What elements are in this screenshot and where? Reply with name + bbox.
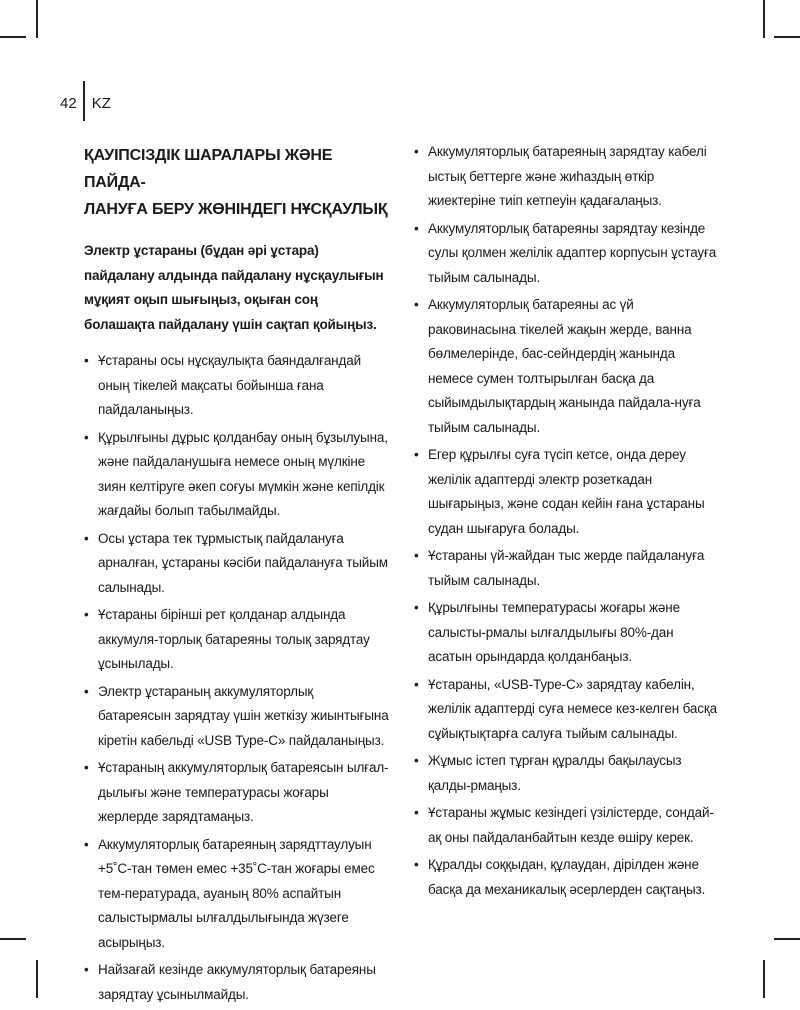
list-item-text: Аккумуляторлық батареяны зарядтау кезінде сулы қолмен желілік адаптер корпусын ұстауға тыйым салынады. [428, 220, 717, 285]
crop-mark-bottom-right [763, 960, 765, 998]
list-item-text: Ұстараны бірінші рет қолданар алдында аккумуля-торлық батареяны толық зарядтау ұсынылады. [98, 607, 370, 671]
list-item [84, 756, 389, 830]
crop-mark-right-bottom [774, 938, 800, 940]
header-divider [83, 81, 85, 121]
heading-line-2: ЛАНУҒА БЕРУ ЖӨНІНДЕГІ НҰСҚАУЛЫҚ [84, 201, 388, 218]
list-item-text: Осы ұстара тек тұрмыстық пайдалануға арналған, ұстараны кәсіби пайдалануға тыйым салынады. [98, 530, 388, 595]
list-item [414, 596, 720, 670]
crop-mark-bottom-left [36, 960, 38, 998]
bullet-icon: • [84, 962, 89, 977]
list-item-text: Құрылғыны дұрыс қолданбау оның бұзылуына, және пайдаланушыға немесе оның мүлкіне зиян келтіруге әкеп соғуы мүмкін және кепілдік жағдайы болып табылмайды. [98, 429, 388, 518]
left-column [84, 142, 389, 1010]
bullet-icon: • [84, 760, 89, 775]
bullet-icon: • [84, 607, 89, 622]
bullet-icon: • [414, 600, 419, 615]
bullet-icon: • [414, 676, 419, 692]
list-item [84, 426, 389, 524]
list-item [414, 217, 720, 291]
bullet-icon: • [84, 353, 89, 368]
left-bullet-list [84, 349, 389, 1007]
lead-paragraph: Электр ұстараны (бұдан әрі ұстара) пайдалану алдында пайдалану нұсқаулығын мұқият оқып шығыңыз, оқыған соң болашақта пайдалану үшін сақтап қойыңыз. [84, 243, 384, 332]
list-item [414, 801, 720, 850]
bullet-icon: • [414, 144, 419, 159]
list-item-text: Ұстараны осы нұсқаулықта баяндалғандай оның тікелей мақсаты бойынша ғана пайдаланыңыз. [98, 353, 361, 417]
list-item-text: Құралды соққыдан, құлаудан, дірілден және басқа да механикалық әсерлерден сақтаңыз. [428, 857, 706, 897]
list-item-text: Ұстараны үй-жайдан тыс жерде пайдалануға тыйым салынады. [428, 548, 705, 588]
bullet-icon: • [84, 836, 89, 852]
list-item-text: Құрылғыны температурасы жоғары және салысты-рмалы ылғалдылығы 80%-дан асатын орындарда қолданбаңыз. [428, 600, 680, 664]
list-item [84, 680, 389, 754]
crop-mark-right-top [774, 36, 800, 38]
list-item-text: Аккумуляторлық батареяның зарядттаулуын +5˚С-тан төмен емес +35˚С-тан жоғары емес тем-пературада, ауаның 80% аспайтын салыстырмалы ылғалдылығында жүзеге асырыңыз. [98, 836, 375, 950]
list-item [414, 749, 720, 798]
language-code: KZ [91, 94, 111, 112]
section-heading [84, 142, 389, 223]
list-item [414, 443, 720, 541]
list-item-text: Электр ұстараның аккумуляторлық батареясын зарядтау үшін жеткізу жиынтығына кіретін кабельді «USB Type-C» пайдаланыңыз. [98, 683, 389, 748]
list-item [84, 833, 389, 956]
list-item [84, 603, 389, 677]
crop-mark-top-right [763, 0, 765, 38]
list-item-text: Жұмыс істеп тұрған құралды бақылаусыз қалды-рмаңыз. [428, 753, 682, 793]
crop-mark-top-left [36, 0, 38, 38]
bullet-icon: • [84, 683, 89, 699]
heading-line-1: ҚАУІПСІЗДІК ШАРАЛАРЫ ЖӘНЕ ПАЙДА- [84, 147, 333, 191]
list-item-text: Ұстараның аккумуляторлық батареясын ылғал-дылығы және температурасы жоғары жерлерде зарядтамаңыз. [98, 760, 389, 824]
right-column [414, 140, 720, 905]
bullet-icon: • [414, 805, 419, 820]
bullet-icon: • [414, 753, 419, 768]
bullet-icon: • [414, 548, 419, 563]
bullet-icon: • [84, 429, 89, 445]
list-item [414, 544, 720, 593]
list-item [414, 673, 720, 747]
bullet-icon: • [414, 220, 419, 236]
bullet-icon: • [414, 447, 419, 462]
right-bullet-list [414, 140, 720, 902]
list-item [414, 853, 720, 902]
list-item-text: Аккумуляторлық батареяны ас үй раковинасына тікелей жақын жерде, ванна бөлмелерінде, бас-сейндердің жанында немесе сумен толтырылған басқа да сыйымдылықтардың жанында пайдала-нуға тыйым салынады. [428, 297, 701, 435]
bullet-icon: • [414, 297, 419, 312]
list-item-text: Найзағай кезінде аккумуляторлық батареяны зарядтау ұсынылмайды. [98, 962, 376, 1002]
list-item [84, 527, 389, 601]
list-item [414, 293, 720, 440]
list-item [84, 349, 389, 423]
list-item-text: Аккумуляторлық батареяның зарядтау кабелі ыстық беттерге және жиһаздың өткір жиектеріне тиіп кетпеуін қадағалаңыз. [428, 144, 707, 208]
list-item [414, 140, 720, 214]
list-item-text: Егер құрылғы суға түсіп кетсе, онда дереу желілік адаптерді электр розеткадан шығарыңыз, және содан кейін ғана ұстараны судан шығаруға болады. [428, 447, 705, 536]
crop-mark-left-top [0, 36, 26, 38]
bullet-icon: • [84, 530, 89, 546]
page-header [60, 92, 111, 114]
list-item-text: Ұстараны жұмыс кезіндегі үзілістерде, сондай-ақ оны пайдаланбайтын кезде өшіру керек. [428, 805, 714, 845]
crop-mark-left-bottom [0, 938, 26, 940]
page-number: 42 [60, 94, 77, 112]
list-item-text: Ұстараны, «USB-Type-C» зарядтау кабелін, желілік адаптерді суға немесе кез-келген басқа сұйықтықтарға салуға тыйым салынады. [428, 676, 717, 741]
bullet-icon: • [414, 857, 419, 872]
